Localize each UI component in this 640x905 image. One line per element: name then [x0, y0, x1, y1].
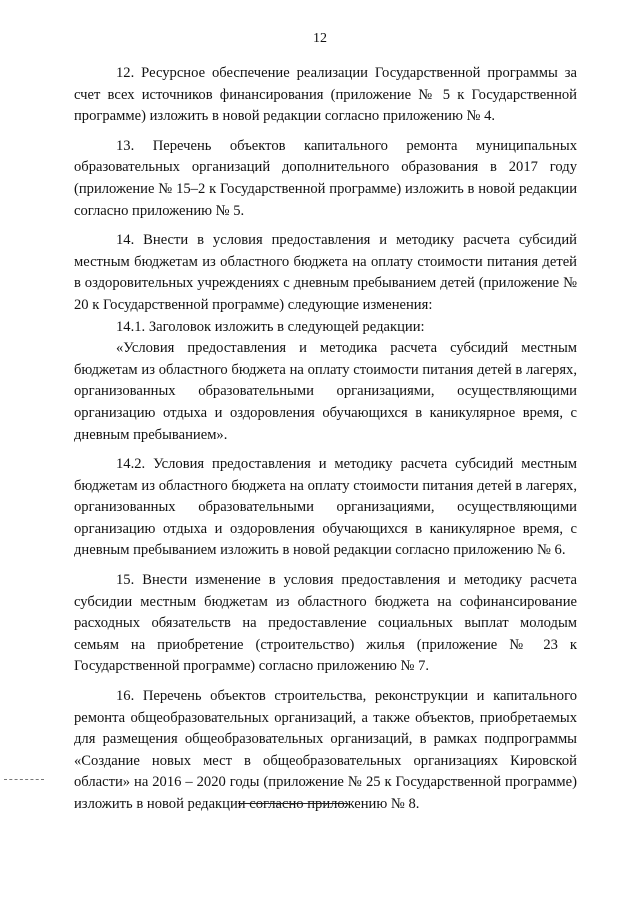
end-separator-line [238, 803, 348, 804]
document-body [74, 63, 577, 816]
paragraph-14: 14. Внести в условия предоставления и методику расчета субсидий местным бюджетам из областного бюджета на оплату стоимости питания детей в оздоровительных учреждениях с дневным пребыванием детей (приложение № 20 к Государственной программе) следующие изменения: [74, 232, 577, 313]
paragraph-16: 16. Перечень объектов строительства, реконструкции и капитального ремонта общеобразовательных организаций, а также объектов, приобретаемых для размещения общеобразовательных организаций, в рамках подпрограммы «Создание новых мест в общеобразовательных организациях Кировской области» на 2016 – 2020 годы (приложение № 25 к Государственной программе) изложить в новой редакции согласно приложению № 8. [74, 688, 577, 812]
paragraph-15: 15. Внести изменение в условия предоставления и методику расчета субсидии местным бюджетам из областного бюджета на софинансирование расходных обязательств на предоставление социальных выплат молодым семьям на приобретение (строительство) жилья (приложение № 23 к Государственной программе) согласно приложению № 7. [74, 572, 577, 675]
paragraph-14-2: 14.2. Условия предоставления и методику расчета субсидий местным бюджетам из областного бюджета на оплату стоимости питания детей в лагерях, организованных образовательными организациями, осуществляющими организацию отдыха и оздоровления обучающихся в каникулярное время, с дневным пребыванием изложить в новой редакции согласно приложению № 6. [74, 456, 577, 559]
paragraph-12: 12. Ресурсное обеспечение реализации Государственной программы за счет всех источников финансирования (приложение № 5 к Государственной программе) изложить в новой редакции согласно приложению № 4. [74, 65, 577, 125]
paragraph-14-1: 14.1. Заголовок изложить в следующей редакции: [116, 318, 425, 335]
page-number: 12 [313, 31, 327, 46]
paragraph-14-1-quote: «Условия предоставления и методика расчета субсидий местным бюджетам из областного бюджета на оплату стоимости питания детей в лагерях, организованных образовательными организациями, осуществляющими организацию отдыха и оздоровления обучающихся в каникулярное время, с дневным пребыванием». [74, 340, 577, 443]
paragraph-13: 13. Перечень объектов капитального ремонта муниципальных образовательных организаций дополнительного образования в 2017 году (приложение № 15–2 к Государственной программе) изложить в новой редакции согласно приложению № 5. [74, 137, 577, 219]
scan-margin-mark [4, 779, 44, 780]
